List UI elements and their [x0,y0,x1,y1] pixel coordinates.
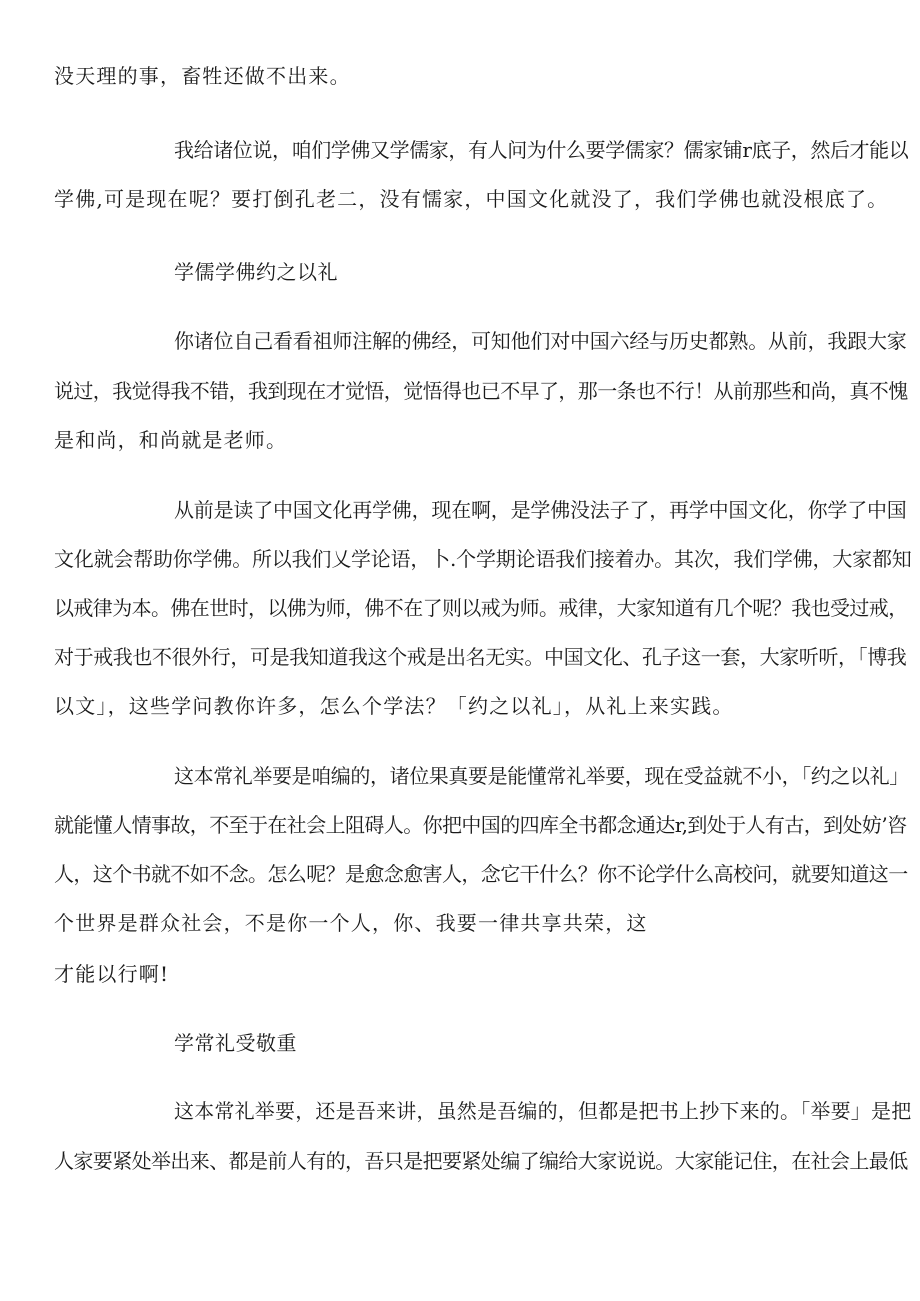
paragraph-line: 人家要紧处举出来、都是前人有的，吾只是把要紧处编了编给大家说说。大家能记住，在社会上最低 [54,1149,908,1173]
paragraph-line: 你诸位自己看看祖师注解的佛经，可知他们对中国六经与历史都熟。从前，我跟大家 [174,329,907,353]
section-heading: 学常礼受敬重 [174,1031,297,1055]
paragraph-line: 学佛,可是现在呢？要打倒孔老二，没有懦家，中国文化就没了，我们学佛也就没根底了。 [54,187,889,211]
section-heading: 学儒学佛约之以礼 [174,260,338,284]
paragraph-line: 这本常礼举要是咱编的，诸位果真要是能懂常礼举要，现在受益就不小，「约之以礼」 [174,764,909,788]
paragraph-line: 对于戒我也不很外行，可是我知道我这个戒是出名无实。中国文化、孔子这一套，大家听听，「博我 [54,645,907,669]
paragraph-line: 文化就会帮助你学佛。所以我们乂学论语，卜.个学期论语我们接着办。其次，我们学佛，大家都知 [54,547,912,571]
paragraph-line: 说过，我觉得我不错，我到现在才觉悟，觉悟得也已不早了，那一条也不行！从前那些和尚，真不愧 [54,379,908,403]
paragraph-line: 从前是读了中国文化再学佛，现在啊，是学佛没法子了，再学中国文化，你学了中国 [174,498,907,522]
paragraph-line: 以戒律为本。佛在世时，以佛为师，佛不在了则以戒为师。戒律，大家知道有几个呢？我也受过戒， [54,596,908,620]
paragraph-line: 才能以行啊! [54,962,170,986]
paragraph-line: 个世界是群众社会，不是你一个人，你、我要一律共享共荣，这 [54,911,648,935]
paragraph-line: 就能懂人情事故，不至于在社会上阻碍人。你把中国的四库全书都念通达r,到处于人有古，到处妨’咨 [54,813,907,837]
paragraph-line: 我给诸位说，咱们学佛又学儒家，有人问为什么要学儒家？儒家铺r底子，然后才能以 [174,138,909,162]
paragraph-line: 以文」，这些学问教你许多，怎么个学法？「约之以礼」，从礼上来实践。 [54,694,734,718]
paragraph-line: 这本常礼举要，还是吾来讲，虽然是吾编的，但都是把书上抄下来的。「举要」是把 [174,1099,912,1123]
paragraph-line: 人，这个书就不如不念。怎么呢？是愈念愈害人，念它干什么？你不论学什么高校问，就要知道这一 [54,862,908,886]
paragraph-line: 是和尚，和尚就是老师。 [54,428,288,452]
paragraph-line: 没天理的事，畜牲还做不出来。 [54,64,351,88]
